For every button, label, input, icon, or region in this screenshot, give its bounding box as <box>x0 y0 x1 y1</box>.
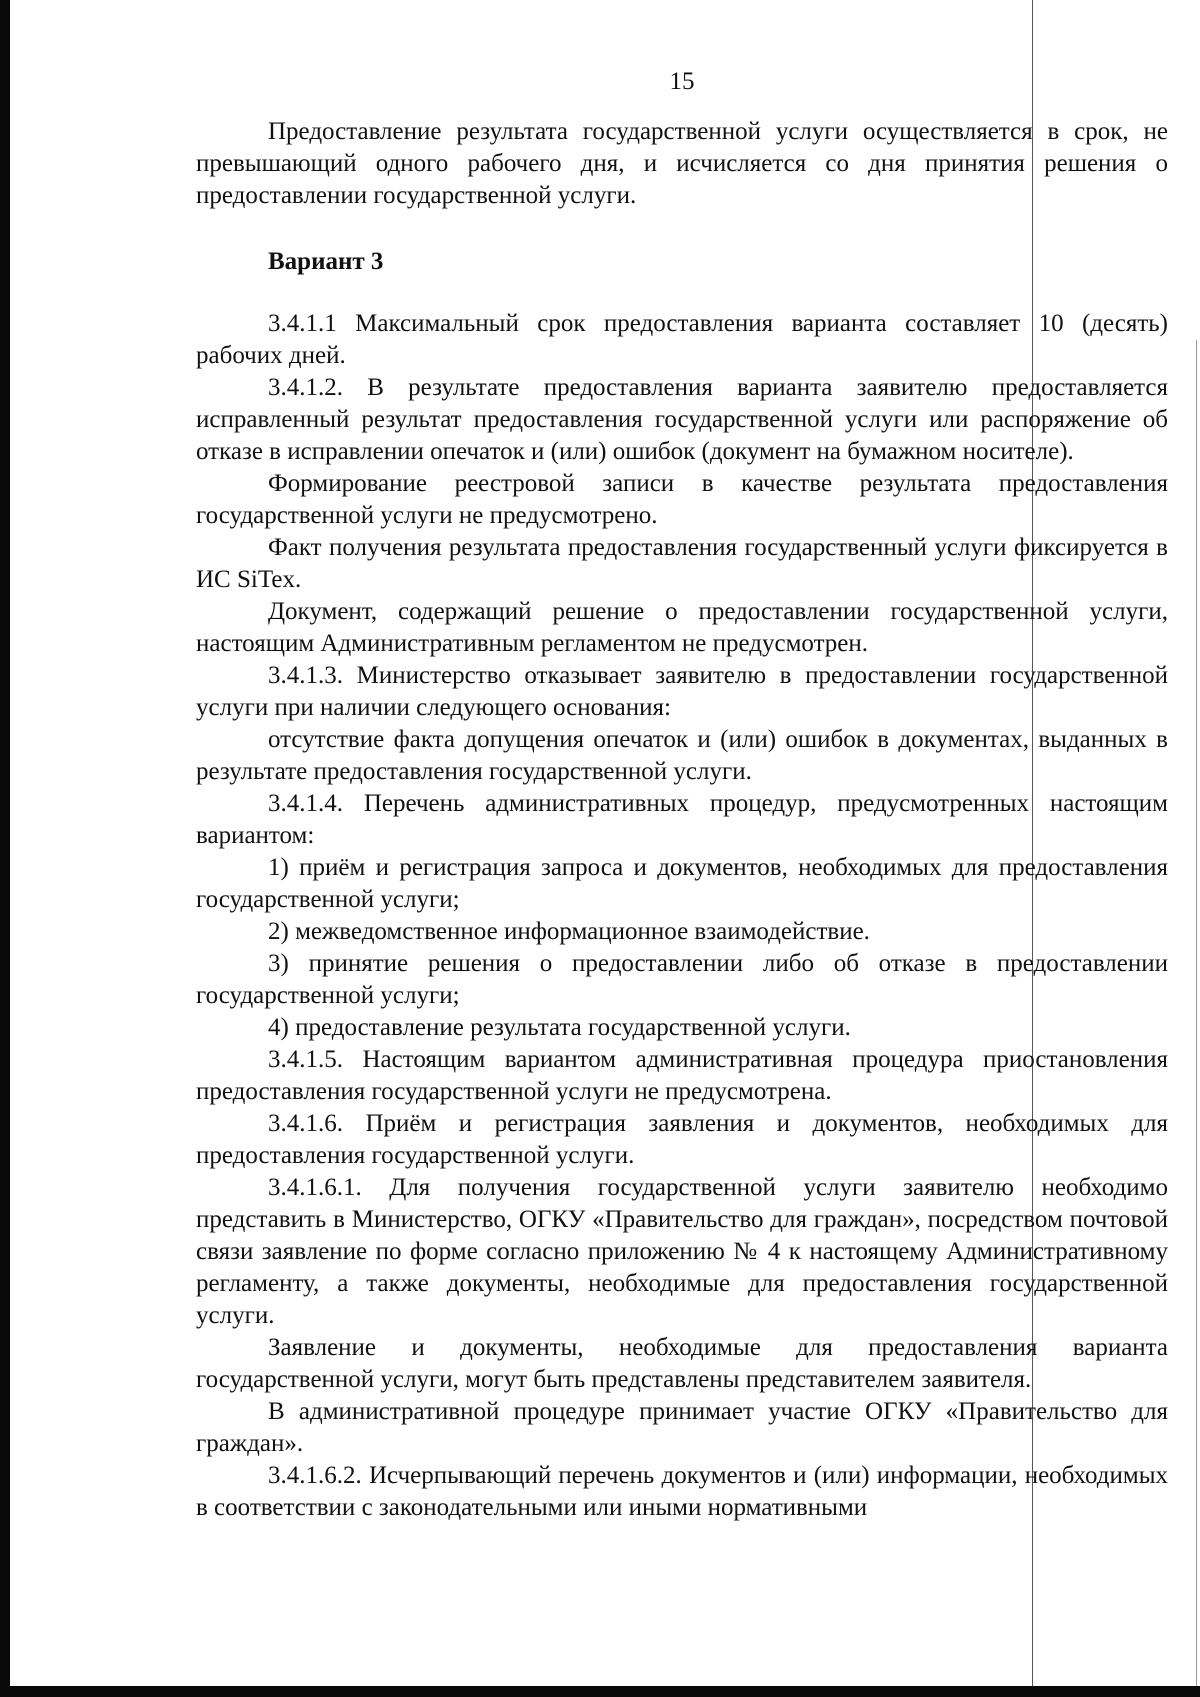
scan-edge-left <box>0 0 10 1697</box>
page-number: 15 <box>669 68 695 95</box>
document-page <box>196 62 1168 1524</box>
paragraph-refusal-ground: отсутствие факта допущения опечаток и (или) ошибок в документах, выданных в результате предоставления государственной услуги. <box>196 726 1168 785</box>
paragraph-representative: Заявление и документы, необходимые для предоставления варианта государственной услуги, могут быть представлены представителем заявителя. <box>196 1334 1168 1393</box>
section-heading: Вариант 3 <box>268 248 384 275</box>
paragraph-3-4-1-6-1: 3.4.1.6.1. Для получения государственной услуги заявителю необходимо представить в Министерство, ОГКУ «Правительство для граждан», посредством почтовой связи заявление по форме согласно приложению № 4 к настоящему Административному регламенту, а также документы, необходимые для предоставления государственной услуги. <box>196 1174 1168 1329</box>
list-item-4: 4) предоставление результата государственной услуги. <box>268 1014 851 1041</box>
paragraph-result-fact: Факт получения результата предоставления государственный услуги фиксируется в ИС SiTex. <box>196 534 1168 593</box>
paragraph-3-4-1-6: 3.4.1.6. Приём и регистрация заявления и документов, необходимых для предоставления государственной услуги. <box>196 1110 1168 1169</box>
paragraph-participation: В административной процедуре принимает участие ОГКУ «Правительство для граждан». <box>196 1398 1168 1457</box>
scan-artifact-line-right <box>1196 340 1197 1686</box>
paragraph-3-4-1-5: 3.4.1.5. Настоящим вариантом административная процедура приостановления предоставления государственной услуги не предусмотрена. <box>196 1046 1168 1105</box>
paragraph-3-4-1-1: 3.4.1.1 Максимальный срок предоставления варианта составляет 10 (десять) рабочих дней. <box>196 310 1168 369</box>
list-item-2: 2) межведомственное информационное взаимодействие. <box>268 918 870 945</box>
list-item-1: 1) приём и регистрация запроса и документов, необходимых для предоставления государственной услуги; <box>196 854 1168 913</box>
intro-paragraph: Предоставление результата государственной услуги осуществляется в срок, не превышающий одного рабочего дня, и исчисляется со дня принятия решения о предоставлении государственной услуги. <box>196 118 1168 209</box>
paragraph-3-4-1-6-2: 3.4.1.6.2. Исчерпывающий перечень документов и (или) информации, необходимых в соответствии с законодательными или иными нормативными <box>196 1462 1168 1521</box>
paragraph-decision-document: Документ, содержащий решение о предоставлении государственной услуги, настоящим Административным регламентом не предусмотрен. <box>196 598 1168 657</box>
scan-edge-bottom <box>0 1686 1200 1697</box>
paragraph-3-4-1-2: 3.4.1.2. В результате предоставления варианта заявителю предоставляется исправленный результат предоставления государственной услуги или распоряжение об отказе в исправлении опечаток и (или) ошибок (документ на бумажном носителе). <box>196 374 1168 465</box>
paragraph-3-4-1-3: 3.4.1.3. Министерство отказывает заявителю в предоставлении государственной услуги при наличии следующего основания: <box>196 662 1168 721</box>
paragraph-registry-record: Формирование реестровой записи в качестве результата предоставления государственной услуги не предусмотрено. <box>196 470 1168 529</box>
paragraph-3-4-1-4: 3.4.1.4. Перечень административных процедур, предусмотренных настоящим вариантом: <box>196 790 1168 849</box>
list-item-3: 3) принятие решения о предоставлении либо об отказе в предоставлении государственной услуги; <box>196 950 1168 1009</box>
